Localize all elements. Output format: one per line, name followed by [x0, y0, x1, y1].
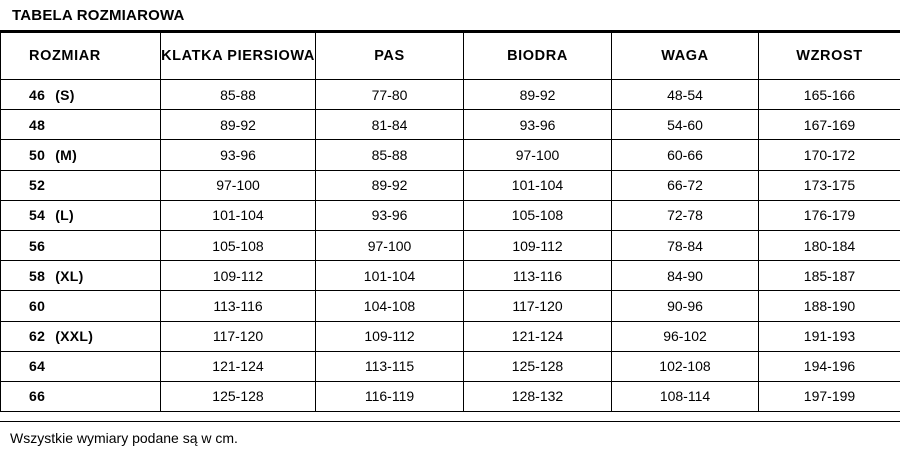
- cell-measurement: 125-128: [161, 381, 316, 411]
- table-row: [1, 170, 900, 200]
- cell-measurement: 105-108: [464, 200, 612, 230]
- size-table-header: [1, 33, 900, 80]
- column-header-wzrost: WZROST: [759, 33, 900, 80]
- cell-measurement: 109-112: [316, 321, 464, 351]
- cell-measurement: 188-190: [759, 291, 900, 321]
- cell-measurement: 66-72: [612, 170, 759, 200]
- cell-measurement: 102-108: [612, 351, 759, 381]
- cell-measurement: 84-90: [612, 261, 759, 291]
- cell-measurement: 121-124: [464, 321, 612, 351]
- size-letter: (S): [55, 86, 75, 103]
- cell-measurement: 101-104: [161, 200, 316, 230]
- cell-measurement: 117-120: [464, 291, 612, 321]
- cell-measurement: 77-80: [316, 80, 464, 110]
- table-row: [1, 140, 900, 170]
- cell-measurement: 78-84: [612, 230, 759, 260]
- cell-measurement: 167-169: [759, 110, 900, 140]
- cell-measurement: 48-54: [612, 80, 759, 110]
- cell-measurement: 121-124: [161, 351, 316, 381]
- table-row: [1, 200, 900, 230]
- cell-measurement: 105-108: [161, 230, 316, 260]
- size-number: 62: [29, 328, 46, 345]
- cell-measurement: 117-120: [161, 321, 316, 351]
- cell-measurement: 89-92: [161, 110, 316, 140]
- size-number: 52: [29, 177, 46, 194]
- cell-measurement: 191-193: [759, 321, 900, 351]
- column-header-waga: WAGA: [612, 33, 759, 80]
- page-title: TABELA ROZMIAROWA: [12, 6, 185, 24]
- size-number: 64: [29, 358, 46, 375]
- cell-measurement: 101-104: [464, 170, 612, 200]
- column-header-rozmiar: ROZMIAR: [1, 33, 161, 80]
- cell-size: [1, 140, 161, 170]
- cell-measurement: 173-175: [759, 170, 900, 200]
- table-row: [1, 110, 900, 140]
- column-header-klatka-piersiowa: KLATKA PIERSIOWA: [161, 33, 316, 80]
- size-table-body: [1, 80, 900, 412]
- cell-size: [1, 351, 161, 381]
- footnote: [0, 421, 900, 454]
- table-row: [1, 381, 900, 411]
- size-table: [0, 32, 900, 412]
- column-header-biodra: BIODRA: [464, 33, 612, 80]
- cell-measurement: 89-92: [316, 170, 464, 200]
- cell-measurement: 109-112: [161, 261, 316, 291]
- cell-measurement: 104-108: [316, 291, 464, 321]
- cell-size: [1, 261, 161, 291]
- size-number: 54: [29, 207, 46, 224]
- cell-size: [1, 381, 161, 411]
- size-number: 56: [29, 237, 46, 254]
- size-number: 50: [29, 146, 46, 163]
- cell-measurement: 81-84: [316, 110, 464, 140]
- size-number: 48: [29, 116, 46, 133]
- cell-measurement: 170-172: [759, 140, 900, 170]
- size-letter: (M): [55, 146, 78, 163]
- table-row: [1, 351, 900, 381]
- cell-measurement: 97-100: [161, 170, 316, 200]
- cell-measurement: 89-92: [464, 80, 612, 110]
- cell-measurement: 93-96: [161, 140, 316, 170]
- cell-measurement: 180-184: [759, 230, 900, 260]
- cell-measurement: 109-112: [464, 230, 612, 260]
- cell-measurement: 93-96: [464, 110, 612, 140]
- table-row: [1, 230, 900, 260]
- cell-measurement: 54-60: [612, 110, 759, 140]
- cell-measurement: 113-116: [464, 261, 612, 291]
- size-letter: (XXL): [55, 328, 94, 345]
- table-row: [1, 321, 900, 351]
- cell-size: [1, 110, 161, 140]
- cell-measurement: 108-114: [612, 381, 759, 411]
- cell-measurement: 185-187: [759, 261, 900, 291]
- cell-measurement: 97-100: [464, 140, 612, 170]
- cell-size: [1, 200, 161, 230]
- cell-measurement: 97-100: [316, 230, 464, 260]
- cell-size: [1, 321, 161, 351]
- size-table-container: [0, 32, 900, 412]
- column-header-pas: PAS: [316, 33, 464, 80]
- cell-measurement: 116-119: [316, 381, 464, 411]
- table-row: [1, 261, 900, 291]
- size-number: 58: [29, 267, 46, 284]
- cell-measurement: 72-78: [612, 200, 759, 230]
- size-number: 60: [29, 297, 46, 314]
- cell-measurement: 165-166: [759, 80, 900, 110]
- cell-measurement: 197-199: [759, 381, 900, 411]
- cell-size: [1, 170, 161, 200]
- cell-measurement: 113-115: [316, 351, 464, 381]
- cell-measurement: 93-96: [316, 200, 464, 230]
- footnote-text: Wszystkie wymiary podane są w cm.: [10, 430, 238, 446]
- cell-measurement: 85-88: [316, 140, 464, 170]
- cell-measurement: 113-116: [161, 291, 316, 321]
- cell-size: [1, 291, 161, 321]
- table-row: [1, 291, 900, 321]
- cell-measurement: 125-128: [464, 351, 612, 381]
- cell-measurement: 90-96: [612, 291, 759, 321]
- cell-measurement: 85-88: [161, 80, 316, 110]
- table-row: [1, 80, 900, 110]
- cell-size: [1, 80, 161, 110]
- document-title-bar: [0, 0, 900, 32]
- cell-measurement: 96-102: [612, 321, 759, 351]
- cell-measurement: 60-66: [612, 140, 759, 170]
- cell-measurement: 101-104: [316, 261, 464, 291]
- cell-measurement: 128-132: [464, 381, 612, 411]
- cell-measurement: 194-196: [759, 351, 900, 381]
- cell-size: [1, 230, 161, 260]
- size-number: 66: [29, 388, 46, 405]
- cell-measurement: 176-179: [759, 200, 900, 230]
- size-letter: (XL): [55, 267, 84, 284]
- table-header-row: [1, 33, 900, 80]
- size-number: 46: [29, 86, 46, 103]
- size-letter: (L): [55, 207, 74, 224]
